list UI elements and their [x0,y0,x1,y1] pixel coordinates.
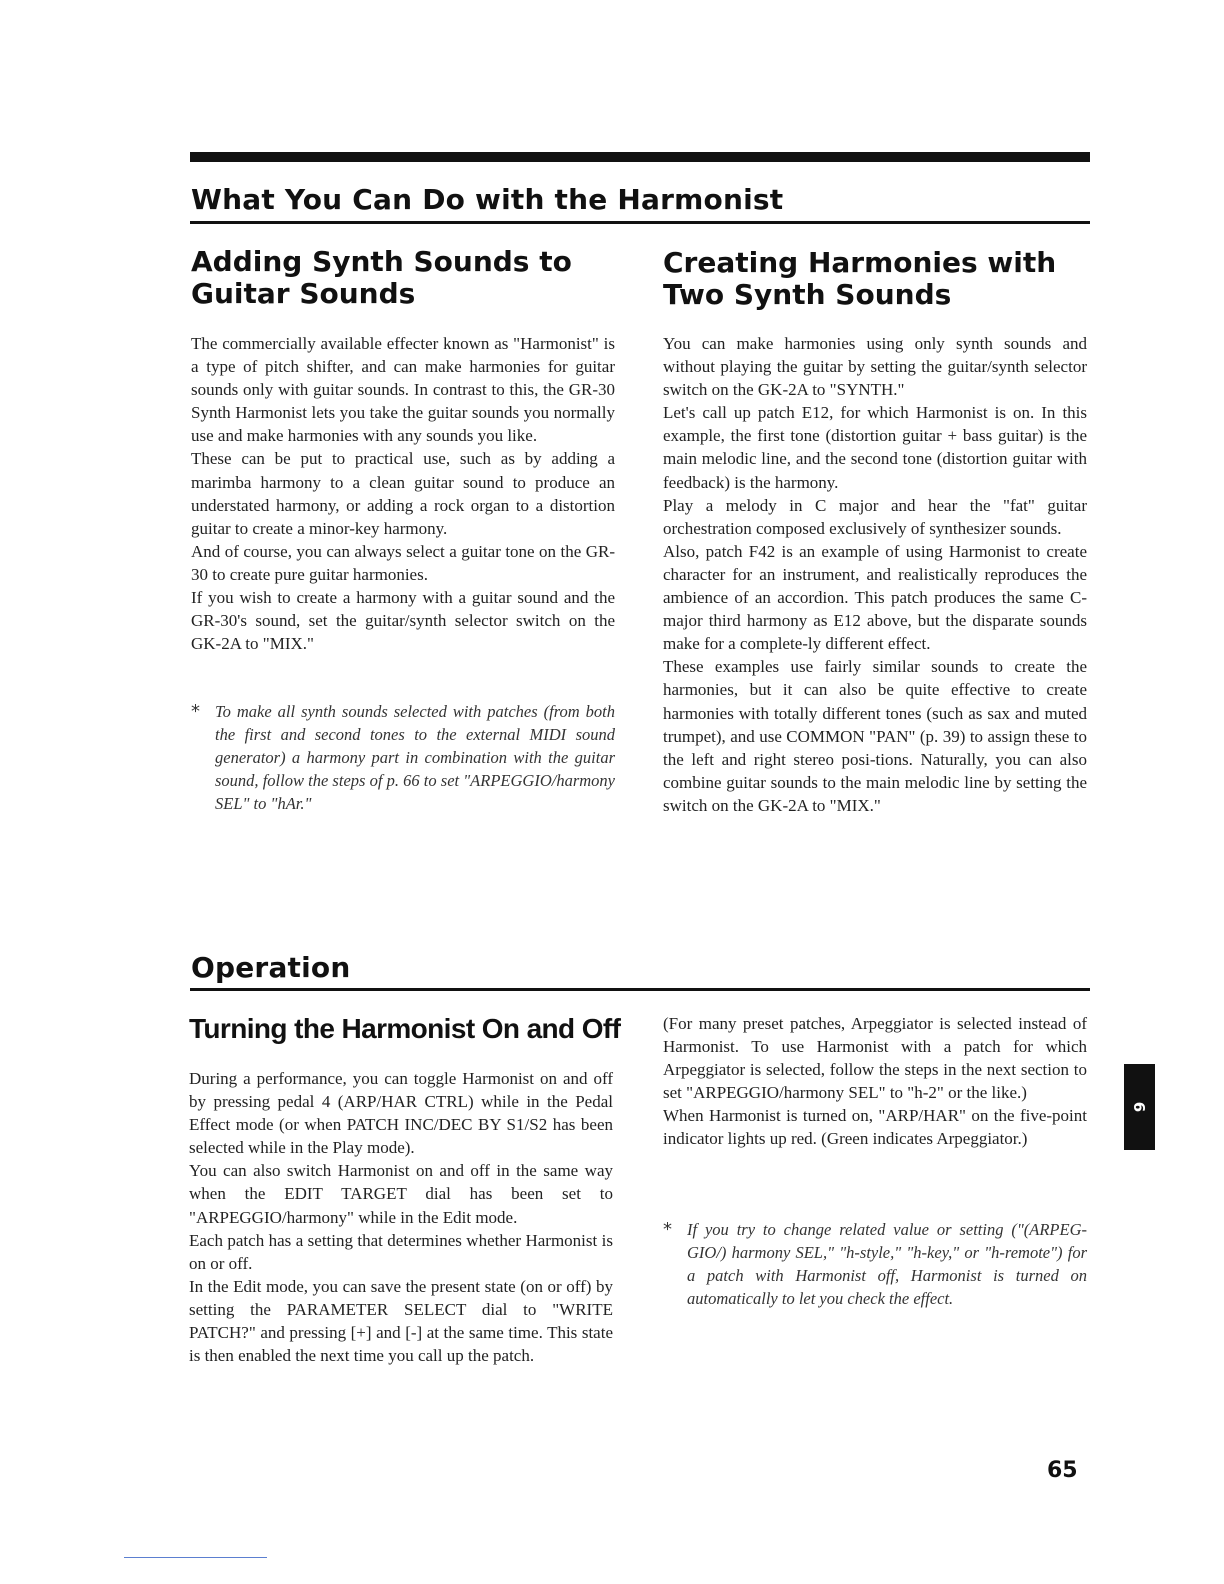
left-heading-line2: Guitar Sounds [191,277,416,310]
operation-right-paragraph: (For many preset patches, Arpeggiator is selected instead of Harmonist. To use Harmonist with a patch for which Arpeggiator is selected, follow the steps in the next section to set "ARPEGGIO/harmony SEL" to "h-2" or the like.) [663,1014,1087,1103]
right-paragraph: Also, patch F42 is an example of using Harmonist to create character for an instrument, and realistically reproduces the ambience of an accordion. This patch produces the same C-major third harmony as E12 above, but the disparate sounds make for a complete-ly different effect. [663,541,1087,654]
chapter-tab [1124,1064,1155,1150]
right-body [663,332,1087,817]
right-heading [663,247,1056,311]
asterisk-icon: * [191,701,200,722]
operation-left-paragraph: You can also switch Harmonist on and off in the same way when the EDIT TARGET dial has been set to "ARPEGGIO/harmony" while in the Edit mode. [189,1161,613,1227]
operation-left-paragraph: Each patch has a setting that determines whether Harmonist is on or off. [189,1230,613,1273]
left-body [191,332,615,655]
section-title: What You Can Do with the Harmonist [191,183,784,216]
left-note [191,700,615,815]
right-paragraph: Let's call up patch E12, for which Harmonist is on. In this example, the first tone (distortion guitar + bass guitar) is the main melodic line, and the second tone (distortion guitar with feedback) is the harmony. [663,403,1087,492]
left-note-text: To make all synth sounds selected with patches (from both the first and second tones to the external MIDI sound generator) a harmony part in combination with the guitar sound, follow the steps of p. 66 to set "ARPEGGIO/harmony SEL" to "hAr." [215,702,615,813]
right-paragraph: Play a melody in C major and hear the "fat" guitar orchestration composed exclusively of synthesizer sounds. [663,495,1087,538]
operation-subheading: Turning the Harmonist On and Off [189,1013,621,1044]
operation-rule [190,988,1090,991]
left-paragraph: And of course, you can always select a guitar tone on the GR-30 to create pure guitar harmonies. [191,541,615,584]
operation-title: Operation [191,951,351,984]
right-heading-line2: Two Synth Sounds [663,278,952,311]
right-paragraph: You can make harmonies using only synth sounds and without playing the guitar by setting the guitar/synth selector switch on the GK-2A to "SYNTH." [663,334,1087,400]
left-paragraph: The commercially available effecter known as "Harmonist" is a type of pitch shifter, and can make harmonies for guitar sounds only with guitar sounds. In contrast to this, the GR-30 Synth Harmonist lets you take the guitar sounds you normally use and make harmonies with any sounds you like. [191,334,615,446]
left-paragraph: These can be put to practical use, such as by adding a marimba harmony to a clean guitar sound to produce an understated harmony, or adding a rock organ to a distortion guitar to create a minor-key harmony. [191,449,615,538]
left-paragraph: If you wish to create a harmony with a guitar sound and the GR-30's sound, set the guitar/synth selector switch on the GK-2A to "MIX." [191,588,615,654]
operation-right-paragraph: When Harmonist is turned on, "ARP/HAR" on the five-point indicator lights up red. (Green indicates Arpeggiator.) [663,1106,1087,1149]
operation-note [663,1218,1087,1310]
operation-left-paragraph: During a performance, you can toggle Harmonist on and off by pressing pedal 4 (ARP/HAR CTRL) while in the Pedal Effect mode (or when PATCH INC/DEC BY S1/S2 has been selected while in the Play mode). [189,1069,613,1158]
section-title-rule [190,221,1090,224]
left-heading [191,246,572,310]
operation-left-body [189,1067,613,1367]
top-rule-bar [190,152,1090,162]
right-paragraph: These examples use fairly similar sounds to create the harmonies, but it can also be quite effective to create harmonies with totally different tones (such as sax and muted trumpet), and use COMMON "PAN" (p. 39) to assign these to the left and right stereo posi-tions. Naturally, you can also combine guitar sounds to the main melodic line by setting the switch on the GK-2A to "MIX." [663,657,1087,815]
right-heading-line1: Creating Harmonies with [663,246,1057,279]
chapter-tab-label: 6 [1130,1101,1149,1113]
operation-note-text: If you try to change related value or setting ("(ARPEG-GIO/) harmony SEL," "h-style," "h-key," or "h-remote") for a patch with Harmonist off, Harmonist is turned on automatically to let you check the effect. [687,1220,1087,1308]
asterisk-icon: * [663,1219,672,1240]
operation-left-paragraph: In the Edit mode, you can save the present state (on or off) by setting the PARAMETER SELECT dial to "WRITE PATCH?" and pressing [+] and [-] at the same time. This state is then enabled the next time you call up the patch. [189,1276,613,1366]
footer-line [124,1557,267,1558]
left-heading-line1: Adding Synth Sounds to [191,245,572,278]
operation-right-body [663,1012,1087,1151]
page-number: 65 [1047,1458,1078,1483]
